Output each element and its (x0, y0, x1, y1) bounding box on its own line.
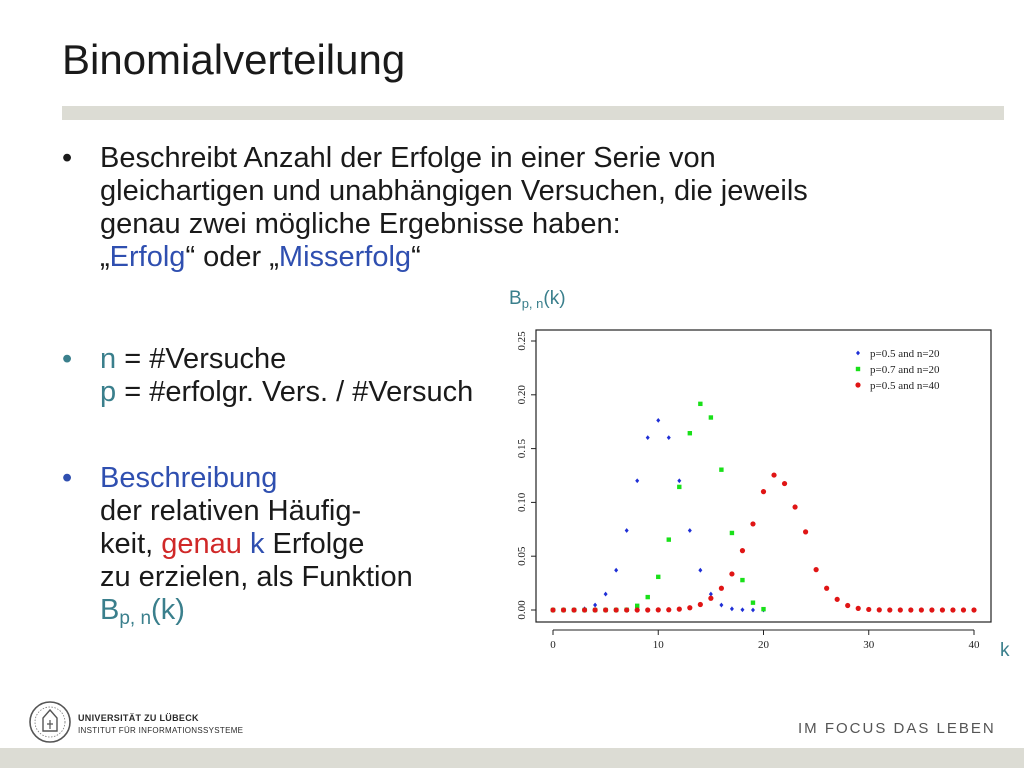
data-point (635, 604, 639, 608)
data-point (635, 607, 640, 612)
data-point (645, 607, 650, 612)
bullet-line: Beschreibt Anzahl der Erfolge in einer Serie von (100, 142, 716, 174)
data-point (666, 607, 671, 612)
data-point (593, 607, 598, 612)
data-point (877, 607, 882, 612)
y-axis-label (509, 288, 566, 311)
y-tick-label: 0.20 (516, 385, 528, 405)
bullet-line (100, 528, 520, 561)
y-tick-label: 0.15 (516, 438, 528, 459)
x-tick-label: 20 (758, 639, 769, 650)
x-tick-label: 40 (968, 639, 980, 650)
y-tick-label: 0.00 (516, 600, 528, 620)
data-point (929, 607, 934, 612)
title-divider (62, 106, 1004, 120)
data-point (719, 586, 724, 591)
y-tick-label: 0.25 (516, 331, 528, 351)
data-point (792, 504, 797, 509)
data-point (625, 528, 629, 533)
data-point (950, 607, 955, 612)
data-point (740, 578, 744, 582)
data-point (698, 602, 703, 607)
bullet-line: genau zwei mögliche Ergebnisse haben: (100, 208, 621, 240)
bullet-line: Beschreibung (100, 462, 278, 494)
data-point (593, 603, 597, 608)
data-point (961, 607, 966, 612)
bullet-variables (62, 343, 510, 409)
legend-label: p=0.5 and n=20 (870, 348, 940, 360)
y-axis-arg: (k) (543, 288, 566, 309)
bullet-line: der relativen Häufig- (100, 495, 362, 527)
data-point (782, 481, 787, 486)
data-point (635, 478, 639, 483)
university-seal-icon (28, 700, 72, 749)
var-n-definition: = #Versuche (116, 343, 287, 375)
binomial-chart (508, 325, 998, 650)
legend-marker (856, 351, 860, 356)
quote-mid: “ oder „ (185, 241, 279, 273)
data-point (751, 600, 755, 604)
data-point (687, 605, 692, 610)
data-point (656, 607, 661, 612)
y-axis-subscript: p, n (521, 296, 544, 311)
data-point (898, 607, 903, 612)
data-point (750, 521, 755, 526)
data-point (719, 603, 723, 608)
data-point (677, 478, 681, 483)
data-point (771, 472, 776, 477)
data-point (614, 607, 619, 612)
university-name: UNIVERSITÄT ZU LÜBECK (78, 713, 199, 723)
data-point (740, 607, 744, 612)
data-point (729, 571, 734, 576)
data-point (708, 596, 713, 601)
formula-b: B (100, 594, 120, 626)
data-point (698, 402, 702, 406)
y-tick-label: 0.10 (516, 492, 528, 513)
x-tick-label: 0 (550, 639, 556, 650)
institute-name: INSTITUT FÜR INFORMATIONSSYSTEME (78, 726, 244, 735)
data-point (803, 529, 808, 534)
function-formula (100, 594, 520, 635)
data-point (740, 548, 745, 553)
data-point (646, 435, 650, 440)
data-point (571, 607, 576, 612)
data-point (730, 531, 734, 535)
x-tick-label: 30 (863, 639, 875, 650)
data-point (656, 575, 660, 579)
data-point (561, 607, 566, 612)
data-point (614, 568, 618, 573)
data-point (919, 607, 924, 612)
x-axis-label: k (1000, 640, 1010, 661)
data-point (835, 597, 840, 602)
term-erfolg: Erfolg (109, 241, 186, 273)
data-point (908, 607, 913, 612)
bullet-line (100, 376, 510, 409)
data-point (624, 607, 629, 612)
legend-marker (856, 367, 860, 371)
footer-band (0, 748, 1024, 768)
bullet-dot: • (62, 343, 73, 375)
data-point (845, 603, 850, 608)
data-point (761, 607, 765, 611)
quote-open: „ (100, 241, 110, 273)
slide-title: Binomialverteilung (62, 36, 406, 83)
data-point (866, 607, 871, 612)
var-p-definition: = #erfolgr. Vers. / #Versuch (116, 376, 474, 408)
data-point (709, 415, 713, 419)
data-point (730, 606, 734, 611)
bullet-function (62, 462, 520, 635)
bullet-dot: • (62, 142, 73, 174)
y-tick-label: 0.05 (516, 546, 528, 566)
bullet-dot: • (62, 462, 73, 494)
text-fragment: keit, (100, 528, 162, 560)
term-k: k (249, 528, 265, 560)
data-point (761, 489, 766, 494)
x-tick-label: 10 (652, 639, 664, 650)
data-point (856, 606, 861, 611)
data-point (646, 595, 650, 599)
data-point (604, 592, 608, 597)
footer-motto: IM FOCUS DAS LEBEN (798, 720, 996, 737)
legend-label: p=0.7 and n=20 (870, 364, 940, 376)
var-p: p (100, 376, 117, 408)
data-point (751, 608, 755, 613)
data-point (603, 607, 608, 612)
quote-close: “ (411, 241, 421, 273)
term-genau: genau (161, 528, 242, 560)
data-point (971, 607, 976, 612)
bullet-line (100, 343, 510, 376)
bullet-description (62, 142, 980, 274)
data-point (550, 607, 555, 612)
data-point (688, 431, 692, 435)
var-n: n (100, 343, 117, 375)
data-point (814, 567, 819, 572)
data-point (887, 607, 892, 612)
bullet-line: zu erzielen, als Funktion (100, 561, 413, 593)
text-fragment: Erfolge (264, 528, 365, 560)
data-point (677, 607, 682, 612)
formula-arg: (k) (151, 594, 185, 626)
legend-marker (855, 382, 860, 387)
data-point (677, 485, 681, 489)
data-point (688, 528, 692, 533)
data-point (698, 568, 702, 573)
data-point (824, 586, 829, 591)
data-point (667, 537, 671, 541)
bullet-line: gleichartigen und unabhängigen Versuchen, die jeweils (100, 175, 808, 207)
legend-label: p=0.5 and n=40 (870, 380, 940, 392)
formula-subscript: p, n (119, 608, 152, 629)
y-axis-b: B (509, 288, 522, 309)
data-point (940, 607, 945, 612)
data-point (656, 418, 660, 423)
data-point (582, 607, 587, 612)
term-misserfolg: Misserfolg (278, 241, 412, 273)
data-point (667, 435, 671, 440)
data-point (719, 467, 723, 471)
bullet-line (100, 241, 980, 274)
